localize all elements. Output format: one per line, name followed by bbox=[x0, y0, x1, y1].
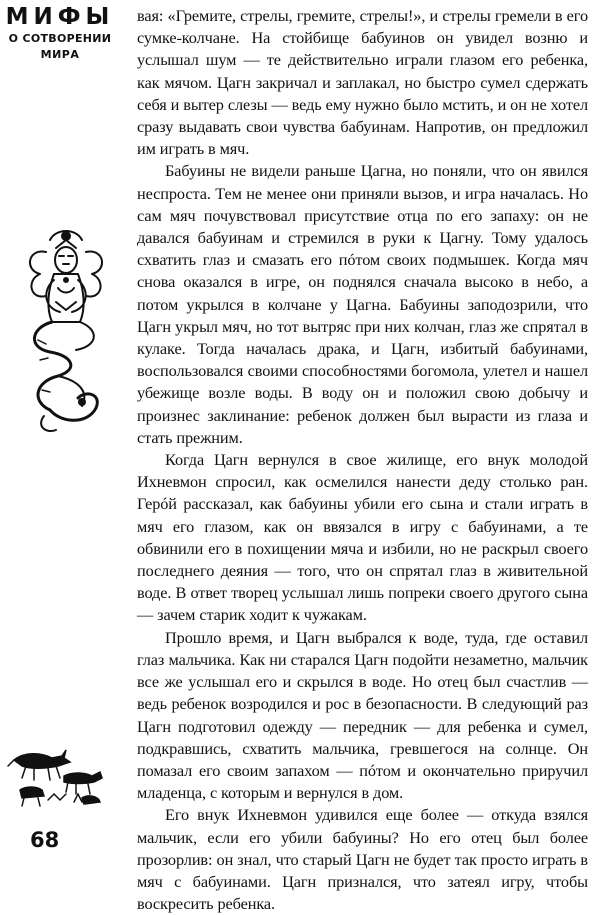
series-title: МИФЫ bbox=[5, 4, 115, 30]
body-text bbox=[137, 5, 588, 915]
series-subtitle-2: МИРА bbox=[40, 48, 80, 61]
series-subtitle: О СОТВОРЕНИИ bbox=[8, 32, 112, 45]
paragraph-3: Когда Цагн вернулся в свое жилище, его внук молодой Ихневмон спросил, как осмелился нанести деду столько ран. Герóй рассказал, как бабуины убили его сына и стали играть в мяч его глазом, как он ввязался в игру с бабуинами, а те обвинили его в похищении мяча и избили, но не раскрыл своего последнего деяния — того, что он спрятал глаз в живительной воде. В ответ творец услышал лишь попреки своего другого сына — зачем старик ходит к чужакам. bbox=[137, 450, 588, 625]
paragraph-5: Его внук Ихневмон удивился еще более — откуда взялся мальчик, если его убили бабуины? Но его отец был более прозорлив: он знал, что старый Цагн не будет так просто играть в мяч с бабуинами. Цагн признался, что затеял игру, чтобы воскресить ребенка. bbox=[137, 805, 588, 914]
paragraph-4: Прошло время, и Цагн выбрался к воде, туда, где оставил глаз мальчика. Как ни старался Цагн подойти незаметно, мальчик все же услышал его и скрылся в воде. Но отец был счастлив — ведь ребенок возродился и рос в безопасности. В следующий раз Цагн подготовил одежду — передник — для ребенка и сумел, подкравшись, схватить мальчика, гревшегося на солнце. Он помазал его своим запахом — пóтом и окончательно приручил младенца, с которым и вернулся в дом. bbox=[137, 627, 588, 803]
deity-serpent-illustration bbox=[16, 230, 116, 435]
page-number: 68 bbox=[30, 828, 60, 852]
rock-art-animals-illustration bbox=[4, 742, 106, 814]
paragraph-2: Бабуины не видели раньше Цагна, но поняли, что он явился неспроста. Тем не менее они приняли вызов, и игра началась. Но сам мяч почувствовал присутствие отца по его запаху: он не давался бабуинам и стремился в руки к Цагну. Тому удалось схватить глаз и смазать его пóтом своих подмышек. Когда мяч снова оказался в игре, он поднялся сначала высоко в небо, а потом укрылся в колчане у Цагна. Бабуины заподозрили, что Цагн укрыл мяч, но тот вытряс при них колчан, глаз же спрятал в кулаке. Тогда началась драка, и Цагн, избитый бабуинами, воспользовался своими способностями богомола, улетел и нашел убежище возле воды. В воду он и положил свою добычу и произнес заклинание: ребенок должен был вырасти из глаза и стать прежним. bbox=[137, 161, 588, 447]
running-header bbox=[0, 4, 120, 63]
paragraph-1: вая: «Гремите, стрелы, гремите, стрелы!», и стрелы гремели в его сумке-колчане. На стойбище бабуинов он увидел возню и услышал шум — те действительно играли глазом его ребенка, как мячом. Цагн закричал и заплакал, но быстро сумел сдержать себя и вытер слезы — ведь ему нужно было мстить, и он не хотел сразу выдавать свои чувства бабуинам. Напротив, он предложил им играть в мяч. bbox=[137, 6, 588, 159]
